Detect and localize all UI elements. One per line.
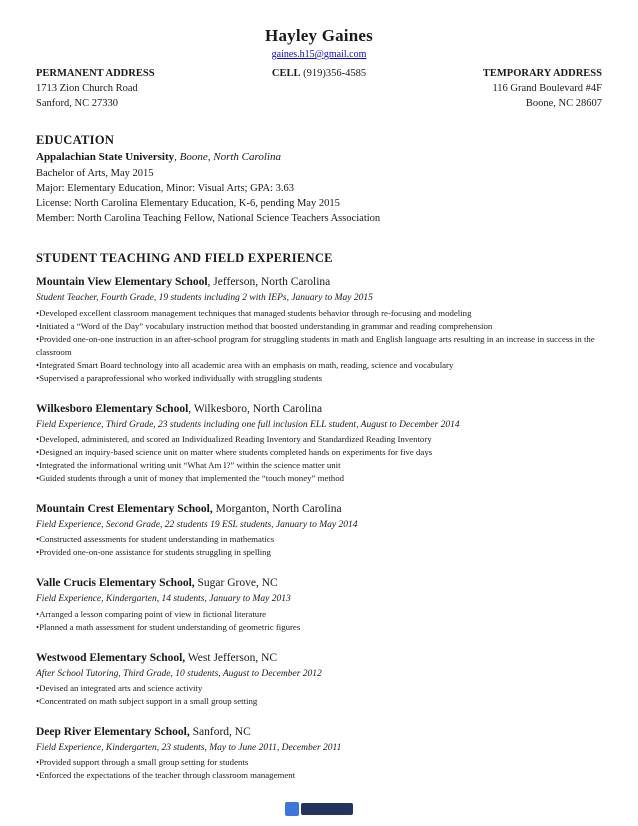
bullet-item: • Planned a math assessment for student understanding of geometric figures (36, 621, 602, 634)
bullet-item: • Initiated a “Word of the Day” vocabulary instruction method that boosted understanding in grammar and reading comprehension (36, 320, 602, 333)
experience-section (36, 251, 602, 782)
education-line: Member: North Carolina Teaching Fellow, National Science Teachers Association (36, 213, 381, 225)
bullet-item: • Provided one-on-one instruction in an after-school program for struggling students in math and English language arts resulting in an increase in success in the classroom (36, 333, 602, 359)
temporary-address-line1: 116 Grand Boulevard #4F (492, 83, 602, 95)
permanent-address-line2: Sanford, NC 27330 (36, 98, 118, 110)
bullet-item: • Integrated the informational writing unit “What Am I?” within the science matter unit (36, 459, 602, 472)
permanent-address-line1: 1713 Zion Church Road (36, 83, 138, 95)
education-location: , Boone, North Carolina (174, 150, 281, 163)
permanent-address-label: PERMANENT ADDRESS (36, 68, 155, 79)
education-line: License: North Carolina Elementary Education, K-6, pending May 2015 (36, 198, 340, 210)
education-school-line (36, 150, 602, 166)
contact-info (36, 66, 602, 112)
school-line (36, 725, 602, 740)
school-line (36, 651, 602, 666)
school-name: Deep River Elementary School, (36, 725, 190, 738)
school-location: West Jefferson, NC (185, 651, 278, 664)
school-entry (36, 275, 602, 384)
permanent-address-block (36, 66, 272, 112)
school-entry (36, 725, 602, 782)
bullet-item: • Enforced the expectations of the teacher through classroom management (36, 769, 602, 782)
bullet-item: • Developed excellent classroom management techniques that managed students behavior through re-focusing and modeling (36, 307, 602, 320)
bullet-item: • Guided students through a unit of money that implemented the “touch money” method (36, 472, 602, 485)
role-line: After School Tutoring, Third Grade, 10 students, August to December 2012 (36, 668, 322, 679)
education-entry (36, 150, 602, 227)
school-line (36, 576, 602, 591)
school-entry (36, 502, 602, 559)
cell-number: (919)356-4585 (303, 68, 367, 79)
bullet-item: • Provided support through a small group setting for students (36, 756, 602, 769)
school-location: , Wilkesboro, North Carolina (188, 402, 323, 415)
name-heading: Hayley Gaines (265, 26, 373, 45)
temporary-address-block (366, 66, 602, 112)
role-line: Field Experience, Second Grade, 22 students 19 ESL students, January to May 2014 (36, 520, 358, 531)
section-heading-education: EDUCATION (36, 132, 115, 147)
watermark-logo-bar (301, 803, 353, 815)
school-location: Sanford, NC (189, 725, 251, 738)
cell-label: CELL (271, 68, 301, 79)
bullet-item: • Devised an integrated arts and science activity (36, 682, 602, 695)
school-name: Westwood Elementary School, (36, 651, 186, 664)
school-name: Wilkesboro Elementary School (36, 402, 189, 415)
school-location: , Jefferson, North Carolina (207, 276, 331, 289)
bullet-item: • Provided one-on-one assistance for students struggling in spelling (36, 546, 602, 559)
watermark-logo-mark (285, 802, 299, 816)
education-school-name: Appalachian State University (36, 150, 175, 163)
role-line: Field Experience, Kindergarten, 23 students, May to June 2011, December 2011 (36, 742, 342, 753)
school-entry (36, 402, 602, 485)
bullet-item: • Designed an inquiry-based science unit on matter where students completed hands on experiments for five days (36, 446, 602, 459)
school-location: Sugar Grove, NC (194, 577, 278, 590)
role-line: Field Experience, Kindergarten, 14 students, January to May 2013 (36, 594, 291, 605)
bullet-item: • Supervised a paraprofessional who worked individually with struggling students (36, 372, 602, 385)
section-heading-experience: STUDENT TEACHING AND FIELD EXPERIENCE (36, 251, 333, 266)
email-line (36, 49, 602, 60)
temporary-address-line2: Boone, NC 28607 (525, 98, 602, 110)
bullet-item: • Developed, administered, and scored an Individualized Reading Inventory and Standardized Reading Inventory (36, 433, 602, 446)
school-location: Morganton, North Carolina (212, 503, 342, 516)
education-line: Major: Elementary Education, Minor: Visual Arts; GPA: 3.63 (36, 182, 295, 194)
watermark-logo (285, 802, 353, 816)
school-line (36, 402, 602, 417)
role-line: Student Teacher, Fourth Grade, 19 students including 2 with IEPs, January to May 2015 (36, 293, 373, 304)
school-name: Mountain View Elementary School (36, 276, 208, 289)
education-section (36, 133, 602, 227)
email-link[interactable]: gaines.h15@gmail.com (271, 49, 367, 60)
school-name: Mountain Crest Elementary School, (36, 503, 213, 516)
school-line (36, 502, 602, 517)
bullet-item: • Integrated Smart Board technology into all academic area with an emphasis on math, reading, science and vocabulary (36, 359, 602, 372)
school-line (36, 275, 602, 290)
school-entry (36, 651, 602, 708)
bullet-item: • Constructed assessments for student understanding in mathematics (36, 533, 602, 546)
temporary-address-label: TEMPORARY ADDRESS (482, 68, 602, 79)
cell-block (272, 66, 366, 112)
education-line: Bachelor of Arts, May 2015 (36, 167, 154, 179)
bullet-item: • Arranged a lesson comparing point of view in fictional literature (36, 608, 602, 621)
school-name: Valle Crucis Elementary School, (36, 577, 195, 590)
role-line: Field Experience, Third Grade, 23 students including one full inclusion ELL student, August to December 2014 (36, 419, 460, 430)
school-entry (36, 576, 602, 633)
bullet-item: • Concentrated on math subject support in a small group setting (36, 695, 602, 708)
